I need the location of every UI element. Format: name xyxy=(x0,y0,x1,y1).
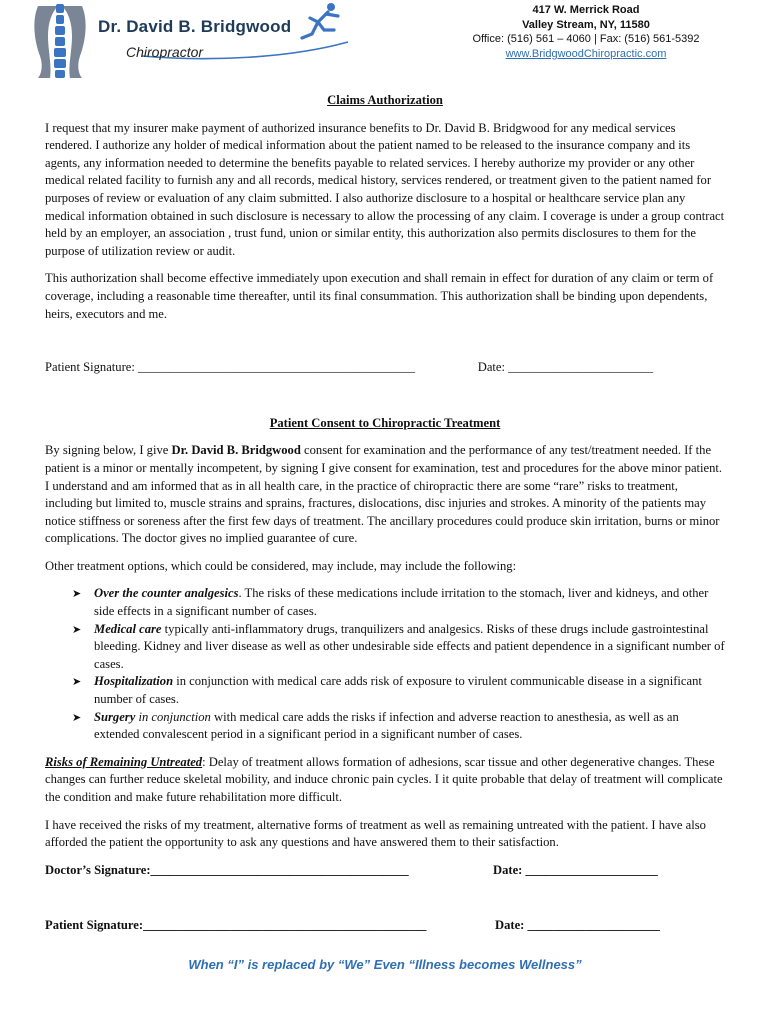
consent-intro-post: consent for examination and the performance of any test/treatment needed. If the patient is a minor or mentally incompetent, by signing I give consent for examination, test and procedures for the above minor patient. I understand and am informed that as in all health care, in the practice of chiropractic there are some “rare” risks to treatment, including but limited to, muscle strains and sprains, fractures, dislocations, disc injuries and strokes. A minority of the patients may notice stiffness or soreness after the first few days of treatment. The ancillary procedures could produce skin irritation, burns or minor complications. The doctor gives no implied guarantee of cure. xyxy=(45,443,723,546)
footer-motto: When “I” is replaced by “We” Even “Illness becomes Wellness” xyxy=(188,957,582,972)
option-text: typically anti-inflammatory drugs, tranquilizers and analgesics. Risks of these drugs include gastrointestinal bleeding. Kidney and liver disease as well as other undesirable side effects and patient dependence in a significant number of cases. xyxy=(94,621,725,671)
treatment-options-list xyxy=(45,585,725,743)
risks-paragraph xyxy=(45,754,725,807)
patient-date-field[interactable]: Date: _____________________ xyxy=(495,918,660,933)
consent-doctor-name: Dr. David B. Bridgwood xyxy=(171,443,301,458)
list-item xyxy=(45,621,725,674)
letterhead xyxy=(0,0,770,80)
doctor-signature-line xyxy=(45,862,725,880)
address-line-1: 417 W. Merrick Road xyxy=(532,4,640,16)
option-term: Medical care xyxy=(94,621,162,636)
list-item xyxy=(45,673,725,708)
arrow-bullet-icon: ➤ xyxy=(72,675,82,689)
runner-icon xyxy=(298,0,344,44)
arrow-bullet-icon: ➤ xyxy=(72,710,82,724)
list-item xyxy=(45,709,725,744)
risks-text: : Delay of treatment allows formation of adhesions, scar tissue and other degenerative changes. These changes can further reduce skeletal mobility, and induce chronic pain cycles. I it quite probable that delay of treatment will complicate the condition and make future rehabilitation more difficult. xyxy=(45,754,723,804)
arrow-bullet-icon: ➤ xyxy=(72,587,82,601)
option-text: with medical care adds the risks if infection and adverse reaction to anesthesia, as well as an extended convalescent period in a significant period in a significant number of cases. xyxy=(94,709,679,742)
patient-signature-field[interactable]: Patient Signature:_____________________________________________ xyxy=(45,918,427,933)
option-extra: in conjunction xyxy=(135,709,211,724)
doctor-date-field[interactable]: Date: _____________________ xyxy=(493,862,658,877)
consent-intro xyxy=(45,442,725,548)
option-text: . The risks of these medications include irritation to the stomach, liver and kidneys, and other side effects in a significant number of cases. xyxy=(94,586,709,619)
option-term: Surgery xyxy=(94,709,136,724)
claims-patient-signature-field[interactable]: Patient Signature: ____________________________________________ xyxy=(45,360,416,375)
doctor-signature-field[interactable]: Doctor’s Signature:_________________________________________ xyxy=(45,862,409,877)
spine-logo-icon xyxy=(30,0,90,78)
claims-signature-line xyxy=(45,359,653,377)
document-body xyxy=(45,92,725,935)
claims-paragraph-1: I request that my insurer make payment of authorized insurance benefits to Dr. David B. Bridgwood for any medical services rendered. I authorize any holder of medical information about the patient named to be released to the insurance company and its agents, any information needed to determine the benefits payable to related services. I hereby authorize my provider or any other medical related facility to furnish any and all records, medical history, services rendered, or treatment given to the patient named for purposes of review or evaluation of any claim submitted. I also authorize disclosure to a hospital or healthcare service plan any medical information obtained in such disclosure is necessary to allow the processing of any claim. I coverage is under a group contract held by an employer, an association , trust fund, union or similar entity, this authorization also permits disclosures to them for the purpose of utilization review or audit. xyxy=(45,120,725,258)
website-link[interactable]: www.BridgwoodChiropractic.com xyxy=(505,47,667,60)
address-line-2: Valley Stream, NY, 11580 xyxy=(522,18,650,31)
practice-subtitle: Chiropractor xyxy=(126,44,204,60)
arrow-bullet-icon: ➤ xyxy=(72,622,82,636)
claims-date-field[interactable]: Date: _______________________ xyxy=(477,360,653,375)
list-item xyxy=(45,585,725,620)
claims-paragraph-2: This authorization shall become effective immediately upon execution and shall remain in effect for duration of any claim or term of coverage, including a reasonable time thereafter, until its final consummation. This authorization shall be binding upon dependents, heirs, executors and me. xyxy=(45,271,714,321)
patient-signature-line xyxy=(45,917,725,935)
consent-intro-pre: By signing below, I give xyxy=(45,443,172,458)
consent-title: Patient Consent to Chiropractic Treatment xyxy=(269,415,501,430)
risks-heading: Risks of Remaining Untreated xyxy=(45,754,203,769)
options-intro: Other treatment options, which could be considered, may include, may include the following: xyxy=(45,558,517,573)
contact-block xyxy=(436,3,736,61)
closing-paragraph: I have received the risks of my treatment, alternative forms of treatment as well as remaining untreated with the patient. I have also afforded the patient the opportunity to ask any questions and have answered them to their satisfaction. xyxy=(45,817,706,850)
option-term: Hospitalization xyxy=(94,674,174,689)
option-text: in conjunction with medical care adds risk of exposure to virulent communicable disease in a significant number of cases. xyxy=(94,674,702,707)
claims-title: Claims Authorization xyxy=(327,93,443,107)
practice-name: Dr. David B. Bridgwood xyxy=(98,17,292,36)
option-term: Over the counter analgesics xyxy=(94,586,239,601)
phone-fax: Office: (516) 561 – 4060 | Fax: (516) 561-5392 xyxy=(472,33,700,45)
